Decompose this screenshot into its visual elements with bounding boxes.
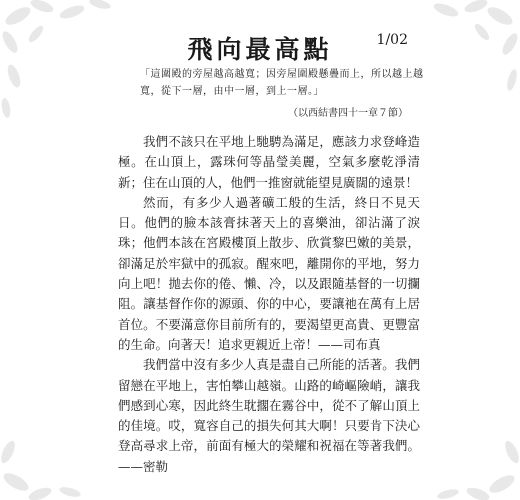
scripture-reference: （以西結書四十一章７節） <box>288 108 408 119</box>
scripture-quote: 「這圍殿的旁屋越高越寬；因旁屋圍殿懸疊而上，所以越上越寬，從下一層，由中一層，到上一層。」 <box>140 69 424 97</box>
page-title: 飛向最高點 <box>187 35 333 64</box>
page-number: 1/02 <box>376 32 408 48</box>
devotional-body <box>118 132 420 477</box>
paragraph: 我們當中沒有多少人真是盡自己所能的活著。我們留戀在平地上，害怕攀山越嶺。山路的崎嶇險峭，讓我們感到心寒，因此終生耽擱在霧谷中，從不了解山頂上的佳境。哎，寬容自己的損失何其大啊！只要肯下決心登高尋求上帝，前面有極大的榮耀和祝福在等著我們。——密勒 <box>118 357 420 474</box>
paragraph: 我們不該只在平地上馳騁為滿足，應該力求登峰造極。在山頂上，露珠何等晶瑩美麗，空氣多麼乾淨清新；住在山頂的人，他們一推窗就能望見廣闊的遠景！ <box>118 134 420 190</box>
paragraph: 然而，有多少人過著礦工般的生活，終日不見天日。他們的臉本該膏抹著天上的喜樂油，卻沾滿了淚珠；他們本該在宮殿樓頂上散步、欣賞黎巴嫩的美景，卻滿足於牢獄中的孤寂。醒來吧，離開你的平地，努力向上吧！拋去你的倦、懶、冷，以及跟隨基督的一切攔阻。讓基督作你的源頭、你的中心，要讓祂在萬有上居首位。不要滿意你目前所有的，要渴望更高貴、更豐富的生命。向著天！追求更親近上帝！——司布真 <box>118 194 420 352</box>
